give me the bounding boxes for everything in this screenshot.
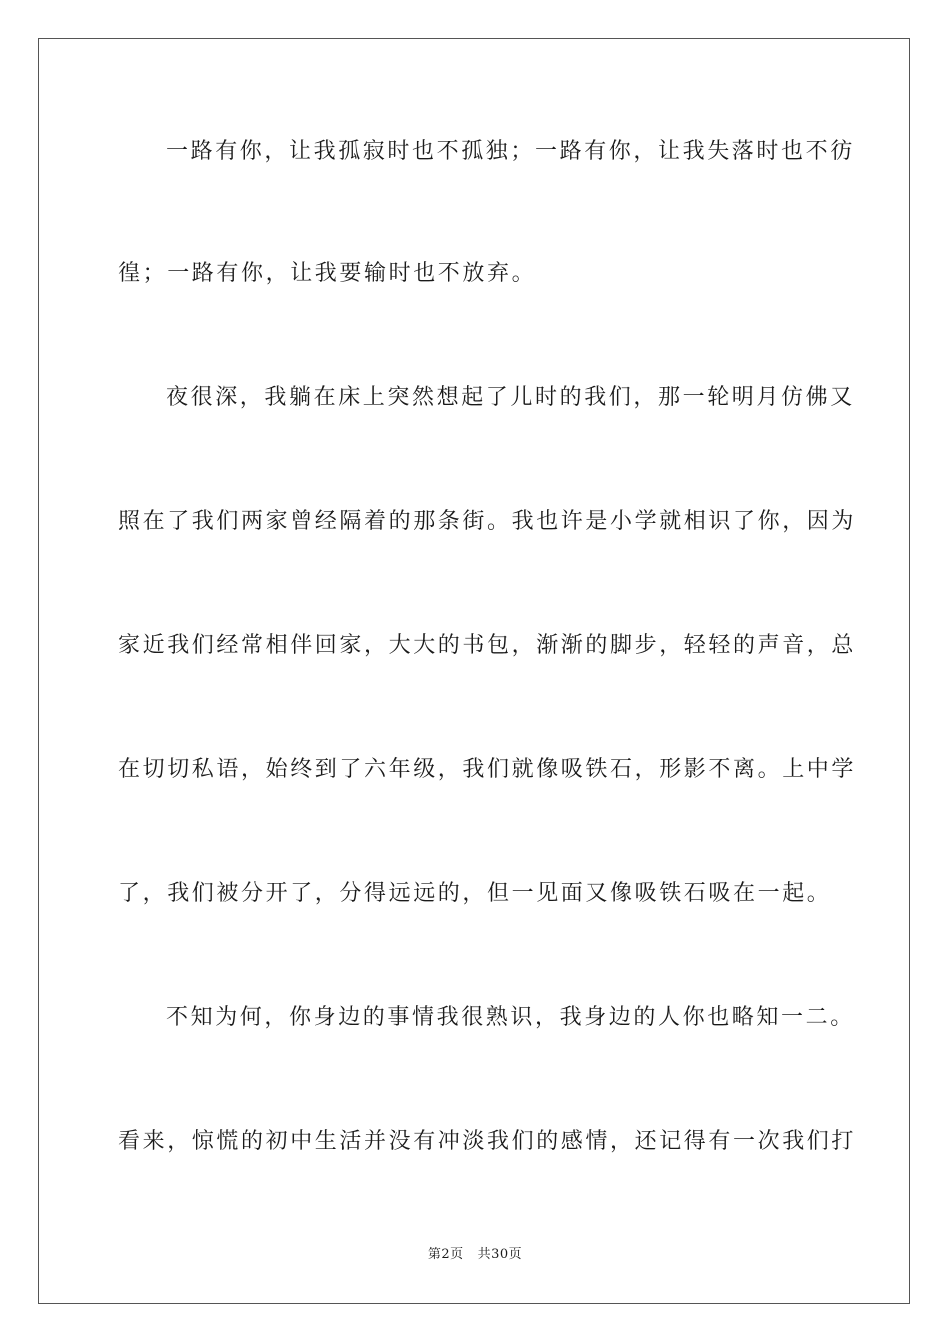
paragraph-1-line-1: 一路有你，让我孤寂时也不孤独；一路有你，让我失落时也不彷 [166, 139, 855, 164]
page-number: 第2页 [427, 1247, 464, 1262]
paragraph-1-line-2: 徨；一路有你，让我要输时也不放弃。 [118, 261, 537, 286]
paragraph-2-line-1: 夜很深，我躺在床上突然想起了儿时的我们，那一轮明月仿佛又 [166, 385, 855, 410]
paragraph-2-line-3: 家近我们经常相伴回家，大大的书包，渐渐的脚步，轻轻的声音，总 [118, 633, 857, 658]
page-border [38, 38, 910, 1304]
page-footer [0, 1246, 950, 1264]
paragraph-2-line-5: 了，我们被分开了，分得远远的，但一见面又像吸铁石吸在一起。 [118, 881, 832, 906]
paragraph-2-line-2: 照在了我们两家曾经隔着的那条街。我也许是小学就相识了你，因为 [118, 509, 857, 534]
paragraph-2-line-4: 在切切私语，始终到了六年级，我们就像吸铁石，形影不离。上中学 [118, 757, 857, 782]
paragraph-3-line-1: 不知为何，你身边的事情我很熟识，我身边的人你也略知一二。 [166, 1005, 855, 1030]
total-pages: 共30页 [477, 1247, 523, 1262]
paragraph-3-line-2: 看来，惊慌的初中生活并没有冲淡我们的感情，还记得有一次我们打 [118, 1129, 857, 1154]
